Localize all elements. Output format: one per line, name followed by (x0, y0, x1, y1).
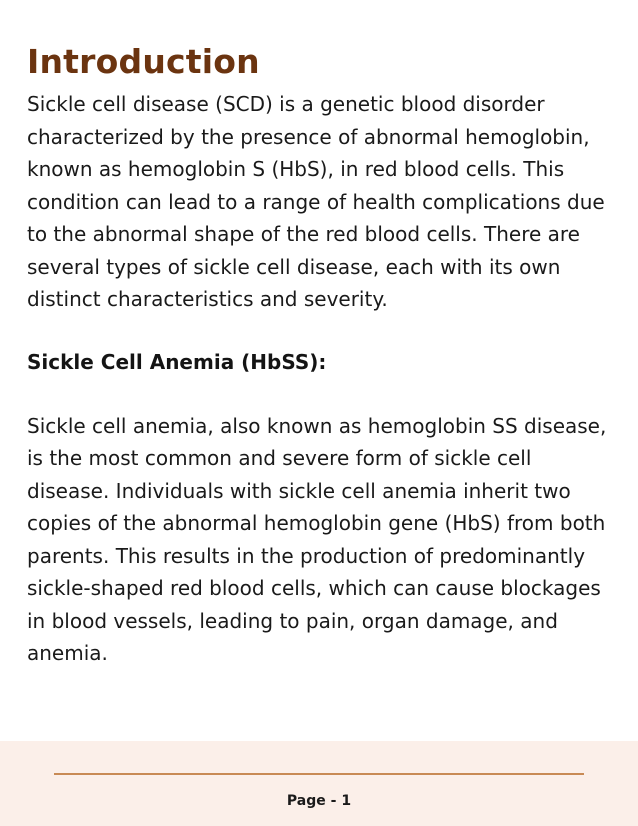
page-footer (0, 741, 638, 826)
page-title: Introduction (27, 42, 260, 81)
intro-paragraph: Sickle cell disease (SCD) is a genetic blood disorder characterized by the presence of abnormal hemoglobin, known as hemoglobin S (HbS), in red blood cells. This condition can lead to a range of health complications due to the abnormal shape of the red blood cells. There are several types of sickle cell disease, each with its own distinct characteristics and severity. (27, 92, 605, 311)
section-paragraph: Sickle cell anemia, also known as hemoglobin SS disease, is the most common and severe form of sickle cell disease. Individuals with sickle cell anemia inherit two copies of the abnormal hemoglobin gene (HbS) from both parents. This results in the production of predominantly sickle-shaped red blood cells, which can cause blockages in blood vessels, leading to pain, organ damage, and anemia. (27, 413, 607, 665)
footer-divider (54, 773, 584, 775)
section-heading: Sickle Cell Anemia (HbSS): (27, 349, 327, 374)
document-body (27, 40, 617, 670)
page-number: Page - 1 (286, 793, 352, 809)
